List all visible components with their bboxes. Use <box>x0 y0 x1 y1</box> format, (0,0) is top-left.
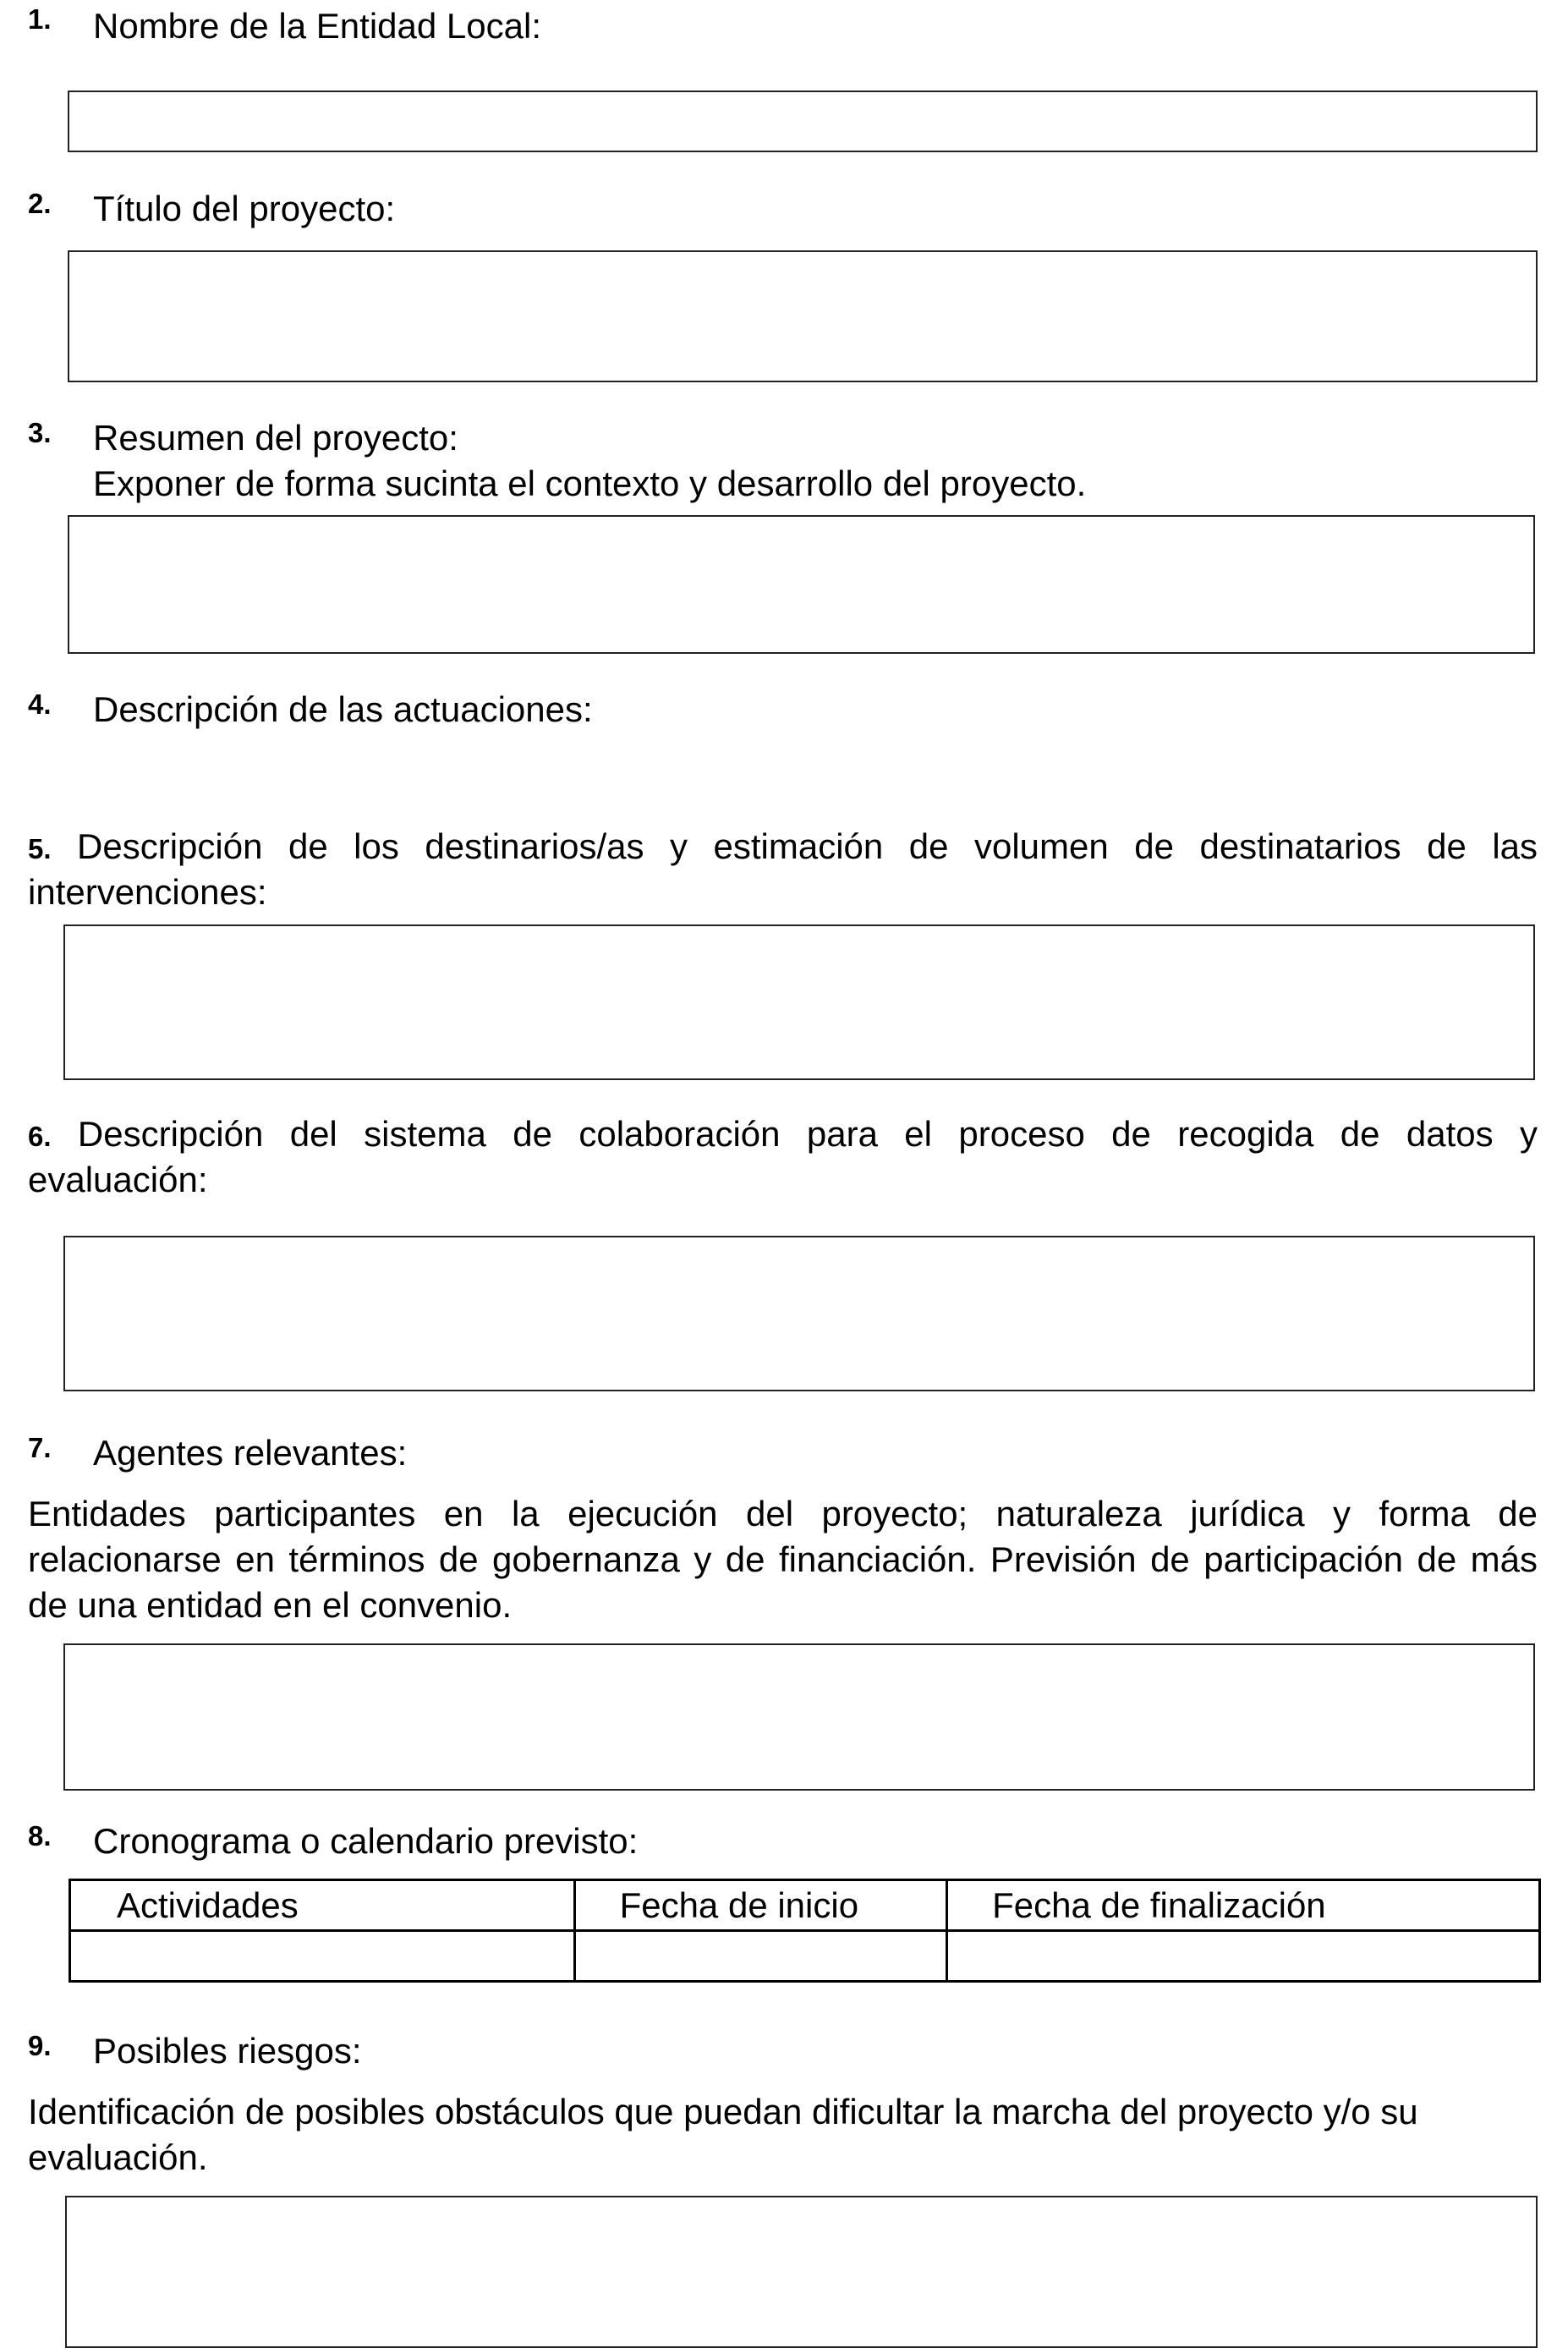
section-5-title-text: Descripción de los destinarios/as y estimación de volumen de destinatarios de las <box>77 826 1538 866</box>
section-7-description-line1: Entidades participantes en la ejecución del proyecto; naturaleza jurídica y forma de <box>28 1494 1538 1533</box>
cell-fecha-inicio[interactable] <box>574 1931 947 1982</box>
section-number: 7. <box>28 1432 52 1463</box>
section-number: 6. <box>28 1121 52 1152</box>
cell-actividad[interactable] <box>70 1931 575 1982</box>
section-9-heading <box>28 2030 52 2062</box>
section-number: 8. <box>28 1820 52 1852</box>
section-number: 5. <box>28 833 52 864</box>
entidad-local-field[interactable] <box>68 91 1538 152</box>
schedule-header-row <box>70 1880 1540 1931</box>
section-7-description-line2: relacionarse en términos de gobernanza y de financiación. Previsión de participación de más <box>28 1539 1538 1579</box>
section-7-heading <box>28 1432 52 1464</box>
posibles-riesgos-field[interactable] <box>65 2196 1538 2348</box>
section-4-heading <box>28 688 52 721</box>
section-6-title-line1 <box>28 1111 1538 1160</box>
section-4-title: Descripción de las actuaciones: <box>93 689 593 729</box>
section-3-heading <box>28 417 52 449</box>
section-6-title-line2: evaluación: <box>28 1160 208 1199</box>
section-3-title: Resumen del proyecto: <box>93 418 458 458</box>
header-fecha-finalizacion: Fecha de finalización <box>947 1880 1540 1931</box>
section-2-heading <box>28 188 52 220</box>
sistema-colaboracion-field[interactable] <box>63 1236 1535 1391</box>
section-number: 2. <box>28 188 52 219</box>
section-9-title: Posibles riesgos: <box>93 2031 362 2071</box>
header-fecha-inicio: Fecha de inicio <box>574 1880 947 1931</box>
section-9-description-line1: Identificación de posibles obstáculos que puedan dificultar la marcha del proyecto y/o su <box>28 2092 1418 2131</box>
header-actividades: Actividades <box>70 1880 575 1931</box>
section-3-description: Exponer de forma sucinta el contexto y desarrollo del proyecto. <box>93 464 1087 503</box>
table-row <box>70 1931 1540 1982</box>
section-7-description-line3: de una entidad en el convenio. <box>28 1585 513 1625</box>
section-5-title-line2: intervenciones: <box>28 872 267 912</box>
section-6-title-text: Descripción del sistema de colaboración para el proceso de recogida de datos y <box>77 1114 1538 1154</box>
section-number: 1. <box>28 3 52 35</box>
titulo-proyecto-field[interactable] <box>68 250 1538 382</box>
section-number: 4. <box>28 688 52 720</box>
section-7-title: Agentes relevantes: <box>93 1433 408 1473</box>
section-1-heading <box>28 3 52 36</box>
resumen-proyecto-field[interactable] <box>68 515 1535 654</box>
section-number: 3. <box>28 417 52 448</box>
agentes-relevantes-field[interactable] <box>63 1643 1535 1791</box>
cell-fecha-finalizacion[interactable] <box>947 1931 1540 1982</box>
section-8-title: Cronograma o calendario previsto: <box>93 1821 639 1861</box>
section-2-title: Título del proyecto: <box>93 189 396 228</box>
destinatarios-field[interactable] <box>63 924 1535 1080</box>
section-number: 9. <box>28 2030 52 2061</box>
section-9-description-line2: evaluación. <box>28 2137 208 2177</box>
section-1-title: Nombre de la Entidad Local: <box>93 6 541 46</box>
section-8-heading <box>28 1820 52 1852</box>
section-5-title-line1 <box>28 824 1538 872</box>
schedule-table <box>69 1879 1541 1983</box>
